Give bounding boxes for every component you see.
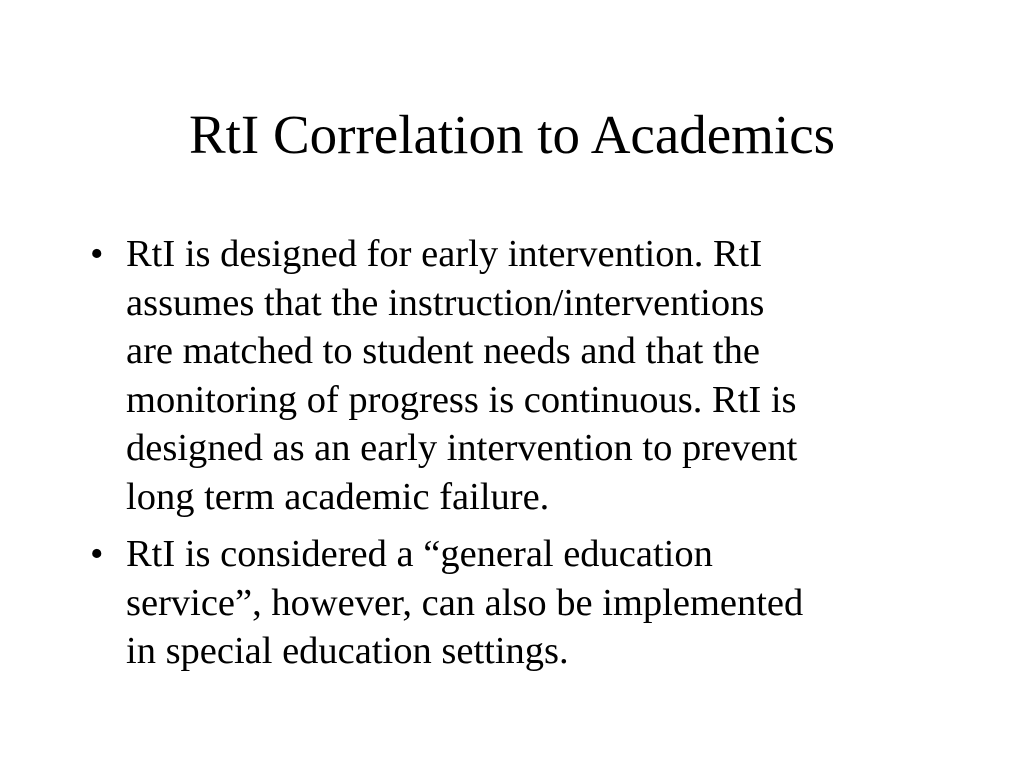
slide-title: RtI Correlation to Academics [188,104,836,165]
bullet-text-line: assumes that the instruction/interventions [126,281,765,324]
bullet-text-line: RtI is considered a “general education [126,533,713,575]
bullet-text-line: monitoring of progress is continuous. RtI is [126,378,797,421]
bullet-text-line: long term academic failure. [126,475,550,518]
bullet-text-line: designed as an early intervention to prevent [126,427,798,469]
bullet-item [90,230,950,521]
bullet-text-line: service”, however, can also be implemented [126,581,804,624]
bullet-text-line: RtI is designed for early intervention. RtI [126,233,763,275]
bullet-list [90,230,950,685]
bullet-item [90,530,950,676]
bullet-text-line: in special education settings. [126,630,569,672]
bullet-marker: • [90,533,104,575]
bullet-marker: • [90,233,104,275]
bullet-text-line: are matched to student needs and that the [126,330,760,372]
